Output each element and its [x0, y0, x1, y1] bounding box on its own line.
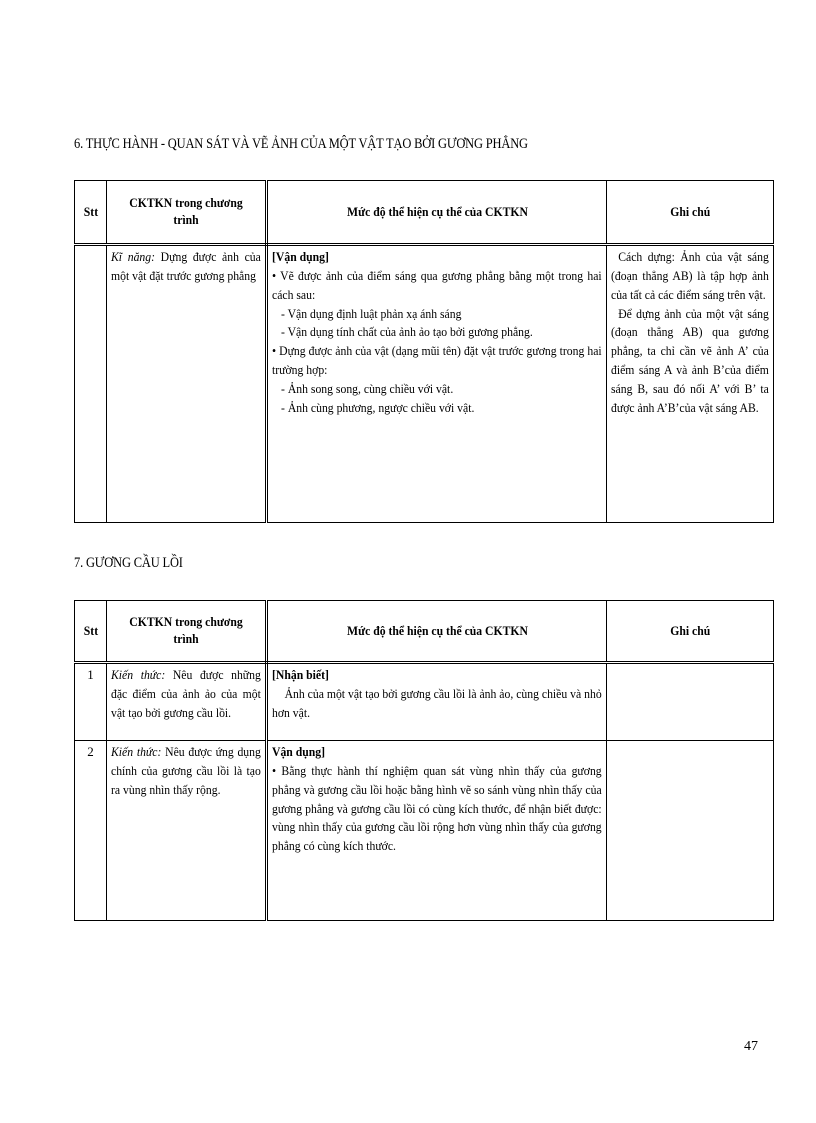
row-ghi-chu — [607, 245, 774, 523]
cktkn-text: Nêu được ứng dụng chính của gương cầu lồi là tạo ra vùng nhìn thấy rộng. — [111, 744, 261, 797]
header-cktkn: CKTKN trong chương trình — [107, 601, 267, 663]
bullet-1: • Vẽ được ảnh của điểm sáng qua gương phẳng bằng một trong hai cách sau: — [272, 267, 602, 302]
cktkn-label: Kiến thức: — [111, 667, 166, 682]
section-6-heading: 6. THỰC HÀNH - QUAN SÁT VÀ VẼ ẢNH CỦA MỘT VẬT TẠO BỞI GƯƠNG PHẲNG — [74, 136, 528, 152]
header-ghi-chu: Ghi chú — [607, 181, 774, 245]
header-ghi-chu: Ghi chú — [607, 601, 774, 663]
header-stt: Stt — [75, 181, 107, 245]
row-body: Ảnh của một vật tạo bởi gương cầu lồi là ảnh ảo, cùng chiều và nhỏ hơn vật. — [272, 685, 602, 720]
row-stt: 1 — [75, 663, 107, 741]
section-7-heading: 7. GƯƠNG CẦU LỒI — [74, 555, 183, 571]
row-muc-do — [267, 663, 607, 741]
note-1: Cách dựng: Ảnh của vật sáng (đoạn thẳng AB) là tập hợp ảnh của tất cả các điểm sáng trên vật. — [611, 249, 769, 302]
section-6-table — [74, 180, 774, 523]
section-7-table — [74, 600, 774, 921]
row-ghi-chu — [607, 741, 774, 921]
bullet-2: • Dựng được ảnh của vật (dạng mũi tên) đặt vật trước gương trong hai trường hợp: — [272, 343, 602, 378]
sub-item-3: - Ảnh song song, cùng chiều với vật. — [281, 380, 454, 396]
row-muc-do — [267, 741, 607, 921]
row-muc-do — [267, 245, 607, 523]
row-ghi-chu — [607, 663, 774, 741]
cktkn-label: Kiến thức: — [111, 744, 162, 759]
row-cktkn — [107, 741, 267, 921]
sub-item-4: - Ảnh cùng phương, ngược chiều với vật. — [281, 399, 475, 415]
cktkn-text: Dựng được ảnh của một vật đặt trước gương phẳng — [111, 249, 261, 283]
row-stt: 2 — [75, 741, 107, 921]
table-row — [75, 663, 774, 741]
header-cktkn: CKTKN trong chương trình — [107, 181, 267, 245]
header-muc-do: Mức độ thể hiện cụ thể của CKTKN — [267, 181, 607, 245]
header-stt: Stt — [75, 601, 107, 663]
header-muc-do: Mức độ thể hiện cụ thể của CKTKN — [267, 601, 607, 663]
cktkn-label: Kĩ năng: — [111, 249, 156, 264]
table-row — [75, 245, 774, 523]
note-2: Để dựng ảnh của một vật sáng (đoạn thẳng AB) qua gương phẳng, ta chỉ cần vẽ ảnh A’ của điểm sáng A và ảnh B’của điểm sáng B, sau đó nối A’ với B’ ta được ảnh A’B’của vật sáng AB. — [611, 305, 769, 415]
row-stt — [75, 245, 107, 523]
row-body: • Bằng thực hành thí nghiệm quan sát vùng nhìn thấy của gương phẳng và gương cầu lồi hoặc bằng hình vẽ so sánh vùng nhìn thấy của gương phẳng và gương cầu lồi có cùng kích thước, để nhận biết được: vùng nhìn thấy của gương cầu lồi rộng hơn vùng nhìn thấy của gương phẳng có cùng kích thước. — [272, 762, 602, 854]
sub-item-1: - Vận dụng định luật phản xạ ánh sáng — [281, 305, 462, 321]
row-cktkn — [107, 245, 267, 523]
level-label: Vận dụng] — [272, 744, 326, 759]
level-label: [Vận dụng] — [272, 249, 329, 264]
table-row — [75, 741, 774, 921]
page-number: 47 — [744, 1039, 758, 1054]
level-label: [Nhận biết] — [272, 667, 329, 682]
cktkn-text: Nêu được những đặc điểm của ảnh ảo của một vật tạo bởi gương cầu lồi. — [111, 667, 261, 720]
sub-item-2: - Vận dụng tính chất của ảnh ảo tạo bởi gương phẳng. — [281, 324, 533, 340]
row-cktkn — [107, 663, 267, 741]
